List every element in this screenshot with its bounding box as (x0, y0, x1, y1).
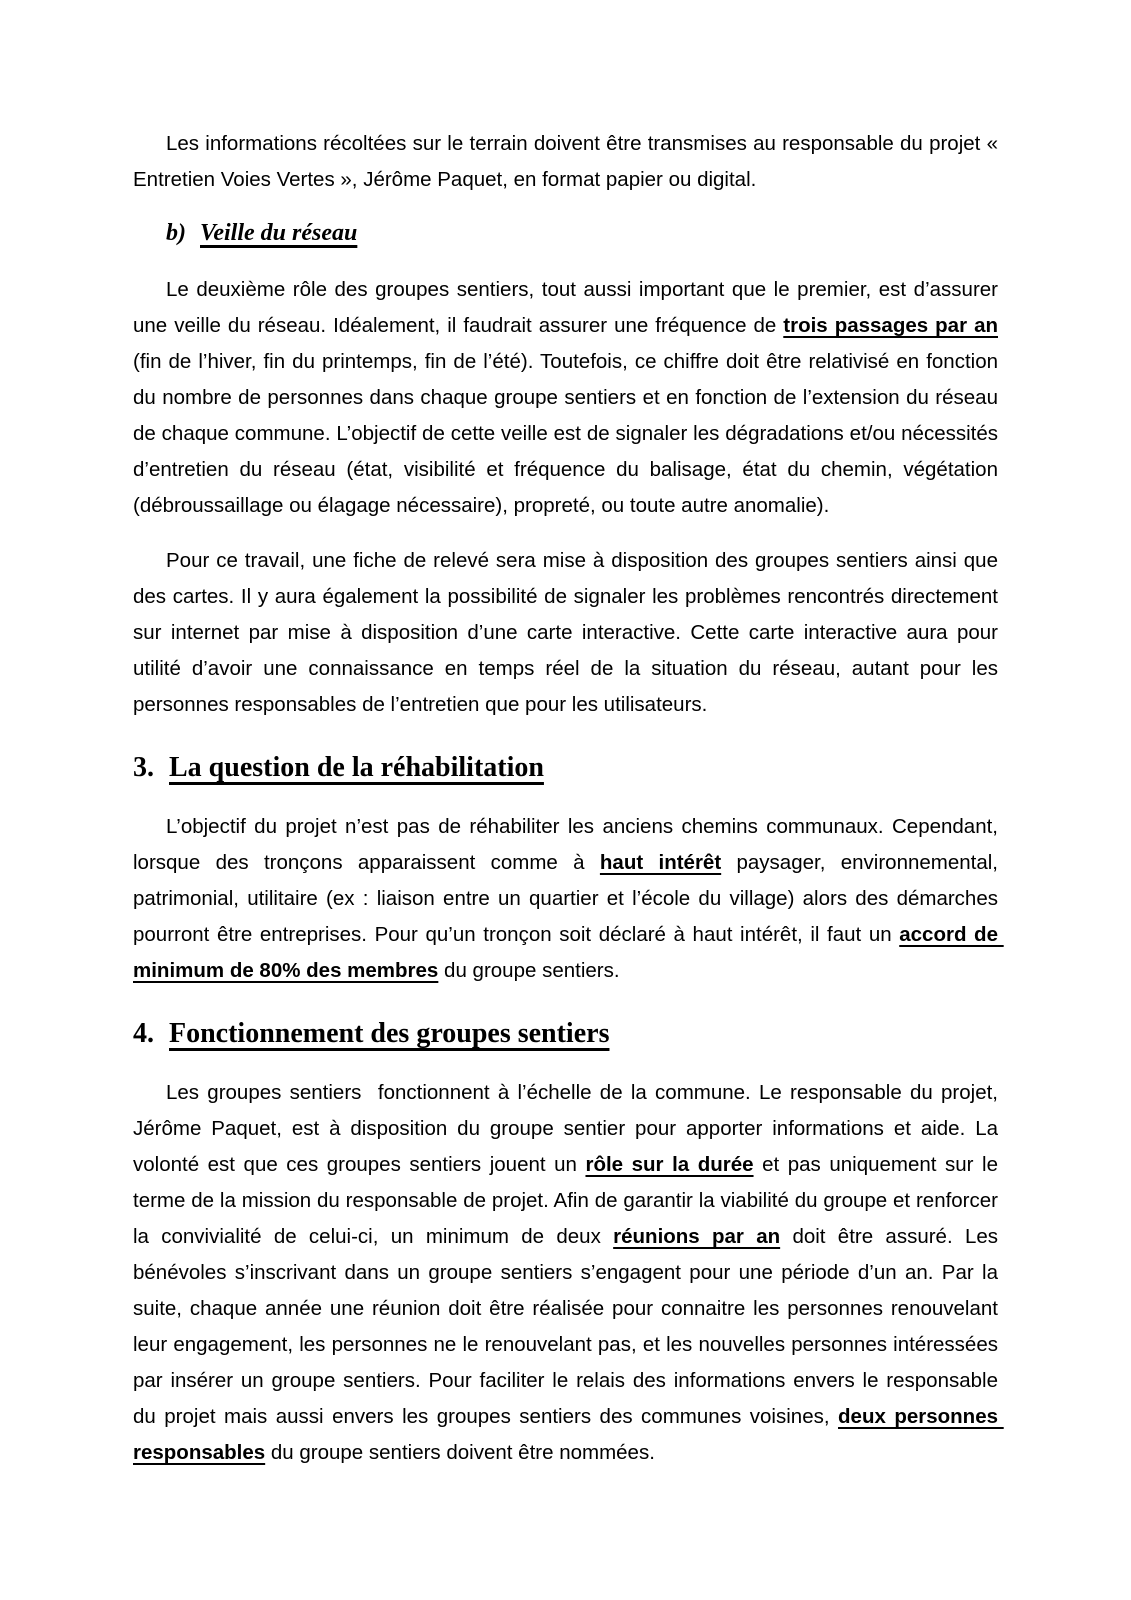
emphasis-run: accord de minimum de 80% des membres (133, 923, 1004, 982)
text-run: et pas uniquement sur le terme de la mission du responsable de projet. Afin de garantir la viabilité du groupe et renforcer la convivialité de celui-ci, un minimum de deux (133, 1153, 1004, 1248)
text-run: Les groupes sentiers fonctionnent à l’échelle de la commune. Le responsable du projet, Jérôme Paquet, est à disposition du groupe sentier pour apporter informations et aide. La volonté est que ces groupes sentiers jouent un (133, 1081, 1004, 1176)
emphasis-run: deux personnes responsables (133, 1405, 1004, 1464)
sub-heading-label: b) (166, 220, 186, 246)
sub-heading-title: Veille du réseau (200, 220, 358, 246)
text-run: doit être assuré. Les bénévoles s’inscrivant dans un groupe sentiers s’engagent pour une période d’un an. Par la suite, chaque année une réunion doit être réalisée pour connaitre les personnes renouvelant leur engagement, les personnes ne le renouvelant pas, et les nouvelles personnes intéressées par insérer un groupe sentiers. Pour faciliter le relais des informations envers le responsable du projet mais aussi envers les groupes sentiers des communes voisines, (133, 1225, 1004, 1428)
text-run: (fin de l’hiver, fin du printemps, fin de l’été). Toutefois, ce chiffre doit être relativisé en fonction du nombre de personnes dans chaque groupe sentiers et en fonction de l’extension du réseau de chaque commune. L’objectif de cette veille est de signaler les dégradations et/ou nécessités d’entretien du réseau (état, visibilité et fréquence du balisage, état du chemin, végétation (débroussaillage ou élagage nécessaire), propreté, ou toute autre anomalie). (133, 314, 1004, 517)
paragraph-objectif-projet (133, 809, 1004, 989)
text-run: Le deuxième rôle des groupes sentiers, tout aussi important que le premier, est d’assurer une veille du réseau. Idéalement, il faudrait assurer une fréquence de (133, 278, 1004, 337)
section-number: 4. (133, 1018, 154, 1049)
paragraph-informations-recoltees (133, 126, 1004, 198)
text-run: L’objectif du projet n’est pas de réhabiliter les anciens chemins communaux. Cependant, lorsque des tronçons apparaissent comme à (133, 815, 1004, 874)
paragraph-fonctionnement-groupes (133, 1075, 1004, 1471)
text-run: du groupe sentiers. (438, 959, 620, 982)
text-run: Pour ce travail, une fiche de relevé sera mise à disposition des groupes sentiers ainsi que des cartes. Il y aura également la possibilité de signaler les problèmes rencontrés directement sur internet par mise à disposition d’une carte interactive. Cette carte interactive aura pour utilité d’avoir une connaissance en temps réel de la situation du réseau, autant pour les personnes responsables de l’entretien que pour les utilisateurs. (133, 549, 1004, 716)
section-title: Fonctionnement des groupes sentiers (169, 1018, 610, 1049)
emphasis-run: réunions par an (613, 1225, 781, 1248)
text-run: paysager, environnemental, patrimonial, utilitaire (ex : liaison entre un quartier et l’école du village) alors des démarches pourront être entreprises. Pour qu’un tronçon soit déclaré à haut intérêt, il faut un (133, 851, 1004, 946)
text-run: Les informations récoltées sur le terrain doivent être transmises au responsable du projet « Entretien Voies Vertes », Jérôme Paquet, en format papier ou digital. (133, 132, 1004, 191)
paragraph-deuxieme-role (133, 272, 1004, 524)
section-heading-fonctionnement (133, 1015, 998, 1053)
emphasis-run: haut intérêt (599, 851, 722, 874)
text-run: du groupe sentiers doivent être nommées. (265, 1441, 655, 1464)
section-heading-rehabilitation (133, 749, 998, 787)
paragraph-fiche-de-releve (133, 543, 1004, 723)
emphasis-run: rôle sur la durée (585, 1153, 754, 1176)
section-title: La question de la réhabilitation (169, 752, 544, 783)
sub-heading-veille-du-reseau (133, 217, 998, 249)
section-number: 3. (133, 752, 154, 783)
emphasis-run: trois passages par an (783, 314, 998, 337)
